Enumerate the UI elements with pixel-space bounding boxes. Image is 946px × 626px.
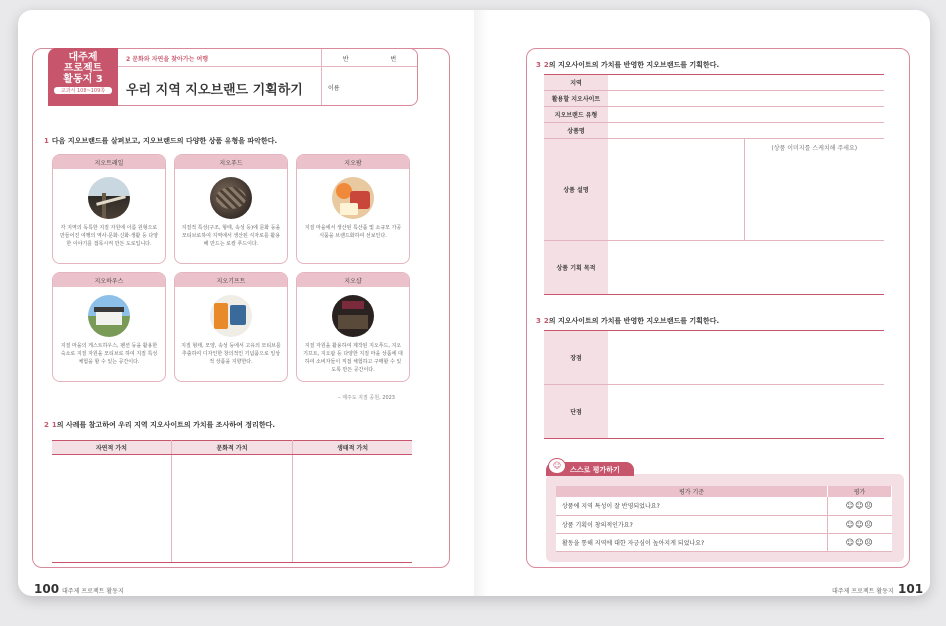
- row-label-product-desc: 상품 설명: [544, 139, 608, 241]
- card-text: 지질적 특성(구조, 형태, 속성 등)에 문화 등을 모티브로하여 지역에서 생산된 식자로를 활용해 만드는 로컬 푸드이다.: [181, 225, 281, 247]
- card-text: 각 지역의 독특한 지질 자원에 이름 원형으로 만들어진 여행의 역사·문화·신화·생활 등 다양한 이야기를 접목시켜 만든 도로입니다.: [59, 225, 159, 247]
- sketch-cell[interactable]: [744, 139, 884, 241]
- left-page: [18, 10, 474, 596]
- card-title: 지오기프트: [175, 273, 287, 287]
- question-text: 의 지오사이트의 가치를 반영한 지오브랜드를 기획한다.: [548, 317, 720, 325]
- brand-type-cell[interactable]: [608, 107, 884, 123]
- natural-value-cell[interactable]: [52, 455, 171, 563]
- question-number: 3: [536, 61, 541, 69]
- smile-face-icon: ☺: [548, 458, 566, 474]
- question-number: 2: [44, 421, 49, 429]
- header-ecological-value: 생태적 가치: [293, 441, 412, 455]
- question-text: 의 사례를 참고하여 우리 지역 지오사이트의 가치를 조사하여 정리한다.: [56, 421, 276, 429]
- card-geotrail: [52, 154, 166, 264]
- page-footer: 대주제 프로젝트 활동지: [62, 588, 124, 595]
- criteria-item: 상품 기획이 창의적인가요?: [556, 515, 828, 533]
- row-label-pros: 장점: [544, 331, 608, 385]
- card-geohouse: [52, 272, 166, 382]
- page-number: 101: [898, 582, 924, 596]
- source-note: – 제주도 지질 공원, 2023: [338, 395, 395, 401]
- region-cell[interactable]: [608, 75, 884, 91]
- card-title: 지오샵: [297, 273, 409, 287]
- card-title: 지오하우스: [53, 273, 165, 287]
- row-label-region: 지역: [544, 75, 608, 91]
- geogift-photo: [210, 295, 252, 337]
- right-page: [488, 10, 930, 596]
- class-field[interactable]: [321, 49, 417, 66]
- question-2: [44, 420, 275, 430]
- brand-plan-table: [544, 74, 884, 295]
- card-geogift: [174, 272, 288, 382]
- purpose-cell[interactable]: [608, 241, 884, 295]
- card-text: 지질 형태, 모양, 속성 등에서 고유의 모티브를 추출하여 디자인한 창의적인 기념품으로 일상적 상품을 지향한다.: [181, 343, 281, 365]
- pros-cons-table: [544, 330, 884, 439]
- name-field[interactable]: [321, 67, 417, 105]
- card-geoshop: [296, 272, 410, 382]
- question-3a: [536, 60, 719, 70]
- header-natural-value: 자연적 가치: [52, 441, 171, 455]
- card-title: 지오트레일: [53, 155, 165, 169]
- card-text: 지질 자원을 활용하여 제작된 지오푸드, 지오기프트, 지오팜 등 다양한 지질 마을 상품에 대하여 소비자들이 직접 체험하고 구매할 수 있도록 만든 공간이다.: [303, 343, 403, 373]
- page-fold: [474, 10, 488, 596]
- cons-cell[interactable]: [608, 385, 884, 439]
- geofood-photo: [210, 177, 252, 219]
- badge-line: 대주제: [68, 52, 98, 63]
- product-desc-cell[interactable]: [608, 139, 744, 241]
- criteria-item: 활동을 통해 지역에 대한 자긍심이 높아지게 되었나요?: [556, 533, 828, 551]
- criteria-item: 상품에 지역 특성이 잘 반영되었나요?: [556, 497, 828, 515]
- question-number: 1: [44, 137, 49, 145]
- card-title: 지오팜: [297, 155, 409, 169]
- rating-faces[interactable]: ☺☺☹: [828, 515, 892, 533]
- ecological-value-cell[interactable]: [293, 455, 412, 563]
- card-geofarm: [296, 154, 410, 264]
- number-label: 번: [390, 56, 397, 63]
- question-text: 의 지오사이트의 가치를 반영한 지오브랜드를 기획한다.: [548, 61, 720, 69]
- geohouse-photo: [88, 295, 130, 337]
- unit-title: 2 문화와 자연을 찾아가는 여행: [126, 56, 209, 63]
- header-rating: 평가: [828, 486, 892, 497]
- name-label: 이름: [328, 85, 340, 92]
- geofarm-photo: [332, 177, 374, 219]
- row-label-brand-type: 지오브랜드 유형: [544, 107, 608, 123]
- page-title: 우리 지역 지오브랜드 기획하기: [126, 83, 303, 98]
- page-footer: 대주제 프로젝트 활동지: [832, 588, 894, 595]
- value-table: [52, 440, 412, 563]
- question-ref: 1: [51, 421, 57, 429]
- question-ref: 2: [543, 61, 549, 69]
- card-text: 지질 마을의 게스트하우스, 펜션 등을 활용한 숙소로 지질 자원을 모티브로 하여 지질 특성 체험을 할 수 있는 공간이다.: [60, 343, 158, 365]
- card-title: 지오푸드: [175, 155, 287, 169]
- rating-faces[interactable]: ☺☺☹: [828, 497, 892, 515]
- geosite-cell[interactable]: [608, 91, 884, 107]
- row-label-cons: 단점: [544, 385, 608, 439]
- header-cultural-value: 문화적 가치: [171, 441, 292, 455]
- class-label: 반: [342, 56, 349, 63]
- header-criteria: 평가 기준: [556, 486, 828, 497]
- header-box: [118, 48, 418, 106]
- sketch-hint: (상품 이미지를 스케치해 주세요): [771, 145, 858, 152]
- product-name-cell[interactable]: [608, 123, 884, 139]
- card-geofood: [174, 154, 288, 264]
- self-eval-table: [556, 486, 892, 552]
- geotrail-photo: [88, 177, 130, 219]
- self-eval-tag: 스스로 평가하기: [546, 462, 634, 476]
- question-1: [44, 136, 277, 146]
- question-3b: [536, 316, 719, 326]
- row-label-purpose: 상품 기획 목적: [544, 241, 608, 295]
- card-text: 지질 마을에서 생산된 특산품 및 소규모 가공식품을 브랜드화하여 선보인다.: [304, 225, 402, 239]
- row-label-product-name: 상품명: [544, 123, 608, 139]
- question-text: 다음 지오브랜드를 살펴보고, 지오브랜드의 다양한 상품 유형을 파악한다.: [51, 137, 278, 145]
- rating-faces[interactable]: ☺☺☹: [828, 533, 892, 551]
- geoshop-photo: [332, 295, 374, 337]
- page-number: 100: [34, 582, 60, 596]
- badge-pages: 교과서 108~109쪽: [54, 87, 112, 94]
- cultural-value-cell[interactable]: [171, 455, 292, 563]
- pros-cell[interactable]: [608, 331, 884, 385]
- badge-line: 활동지 3: [63, 74, 103, 85]
- badge-line: 프로젝트: [63, 63, 103, 74]
- question-number: 3: [536, 317, 541, 325]
- question-ref: 2: [543, 317, 549, 325]
- textbook-spread: [18, 10, 930, 596]
- activity-badge: [48, 48, 118, 106]
- row-label-geosite: 활용할 지오사이트: [544, 91, 608, 107]
